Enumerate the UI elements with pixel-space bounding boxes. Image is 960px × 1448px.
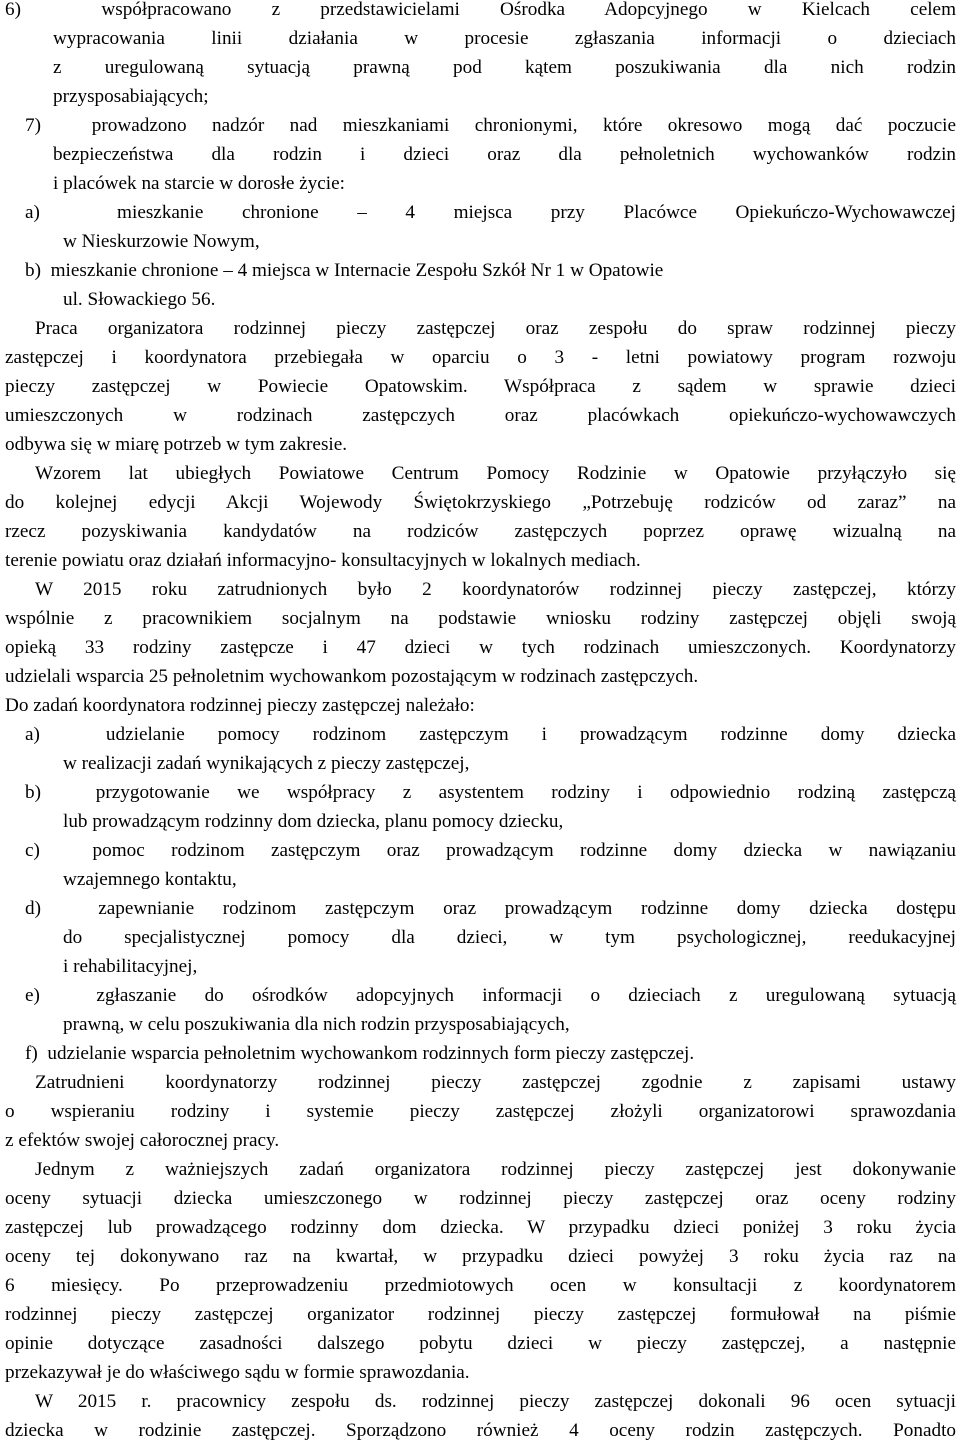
text-line: 7) prowadzono nadzór nad mieszkaniami chronionymi, które okresowo mogą dać poczucie xyxy=(25,115,956,136)
text-line: w Nieskurzowie Nowym, xyxy=(63,231,260,252)
text-line: zastępczej i koordynatora przebiegała w oparciu o 3 - letni powiatowy program rozwoju xyxy=(5,347,956,368)
text-line: umieszczonych w rodzinach zastępczych oraz placówkach opiekuńczo-wychowawczych xyxy=(5,405,956,426)
text-line: ul. Słowackiego 56. xyxy=(63,289,216,310)
text-line: bezpieczeństwa dla rodzin i dzieci oraz dla pełnoletnich wychowanków rodzin xyxy=(53,144,956,165)
text-line: odbywa się w miarę potrzeb w tym zakresie. xyxy=(5,434,348,455)
text-line: zastępczej lub prowadzącego rodzinny dom dziecka. W przypadku dzieci poniżej 3 roku życia xyxy=(5,1217,956,1238)
text-line: pieczy zastępczej w Powiecie Opatowskim. Współpraca z sądem w sprawie dzieci xyxy=(5,376,956,397)
text-line: Wzorem lat ubiegłych Powiatowe Centrum Pomocy Rodzinie w Opatowie przyłączyło się xyxy=(35,463,956,484)
text-line: do specjalistycznej pomocy dla dzieci, w tym psychologicznej, reedukacyjnej xyxy=(63,927,956,948)
text-line: wspólnie z pracownikiem socjalnym na podstawie wniosku rodziny zastępczej objęli swoją xyxy=(5,608,956,629)
text-line: wypracowania linii działania w procesie zgłaszania informacji o dzieciach xyxy=(53,28,956,49)
text-line: terenie powiatu oraz działań informacyjno- konsultacyjnych w lokalnych mediach. xyxy=(5,550,641,571)
text-line: f) udzielanie wsparcia pełnoletnim wychowankom rodzinnych form pieczy zastępczej. xyxy=(25,1043,695,1064)
text-line: Praca organizatora rodzinnej pieczy zastępczej oraz zespołu do spraw rodzinnej pieczy xyxy=(35,318,956,339)
text-line: 6) współpracowano z przedstawicielami Ośrodka Adopcyjnego w Kielcach celem xyxy=(5,0,956,20)
text-line: a) udzielanie pomocy rodzinom zastępczym i prowadzącym rodzinne domy dziecka xyxy=(25,724,956,745)
text-line: b) przygotowanie we współpracy z asystentem rodziny i odpowiednio rodziną zastępczą xyxy=(25,782,956,803)
text-line: wzajemnego kontaktu, xyxy=(63,869,237,890)
text-line: d) zapewnianie rodzinom zastępczym oraz prowadzącym rodzinne domy dziecka dostępu xyxy=(25,898,956,919)
text-line: Jednym z ważniejszych zadań organizatora rodzinnej pieczy zastępczej jest dokonywanie xyxy=(35,1159,956,1180)
text-line: o wspieraniu rodziny i systemie pieczy zastępczej złożyli organizatorowi sprawozdania xyxy=(5,1101,956,1122)
text-line: lub prowadzącym rodzinny dom dziecka, planu pomocy dziecku, xyxy=(63,811,564,832)
text-line: e) zgłaszanie do ośrodków adopcyjnych informacji o dzieciach z uregulowaną sytuacją xyxy=(25,985,956,1006)
text-line: przekazywał je do właściwego sądu w formie sprawozdania. xyxy=(5,1362,470,1383)
text-line: oceny tej dokonywano raz na kwartał, w przypadku dzieci powyżej 3 roku życia raz na xyxy=(5,1246,956,1267)
text-line: b) mieszkanie chronione – 4 miejsca w Internacie Zespołu Szkół Nr 1 w Opatowie xyxy=(25,260,664,281)
text-line: udzielali wsparcia 25 pełnoletnim wychowankom pozostającym w rodzinach zastępczych. xyxy=(5,666,699,687)
text-line: z efektów swojej całorocznej pracy. xyxy=(5,1130,280,1151)
text-line: Do zadań koordynatora rodzinnej pieczy zastępczej należało: xyxy=(5,695,475,716)
text-line: z uregulowaną sytuacją prawną pod kątem poszukiwania dla nich rodzin xyxy=(53,57,956,78)
text-line: oceny sytuacji dziecka umieszczonego w rodzinnej pieczy zastępczej oraz oceny rodziny xyxy=(5,1188,956,1209)
text-line: rzecz pozyskiwania kandydatów na rodziców zastępczych poprzez oprawę wizualną na xyxy=(5,521,956,542)
text-line: rodzinnej pieczy zastępczej organizator rodzinnej pieczy zastępczej formułował na piśmie xyxy=(5,1304,956,1325)
text-line: c) pomoc rodzinom zastępczym oraz prowadzącym rodzinne domy dziecka w nawiązaniu xyxy=(25,840,956,861)
text-line: a) mieszkanie chronione – 4 miejsca przy Placówce Opiekuńczo-Wychowawczej xyxy=(25,202,956,223)
text-line: opieką 33 rodziny zastępcze i 47 dzieci w tych rodzinach umieszczonych. Koordynatorzy xyxy=(5,637,956,658)
text-line: i placówek na starcie w dorosłe życie: xyxy=(53,173,345,194)
text-line: prawną, w celu poszukiwania dla nich rodzin przysposabiających, xyxy=(63,1014,570,1035)
text-line: W 2015 r. pracownicy zespołu ds. rodzinnej pieczy zastępczej dokonali 96 ocen sytuacji xyxy=(35,1391,956,1412)
text-line: w realizacji zadań wynikających z pieczy zastępczej, xyxy=(63,753,470,774)
text-line: do kolejnej edycji Akcji Wojewody Świętokrzyskiego „Potrzebuję rodziców od zaraz” na xyxy=(5,492,956,513)
text-line: przysposabiających; xyxy=(53,86,209,107)
text-line: opinie dotyczące zasadności dalszego pobytu dzieci w pieczy zastępczej, a następnie xyxy=(5,1333,956,1354)
text-line: W 2015 roku zatrudnionych było 2 koordynatorów rodzinnej pieczy zastępczej, którzy xyxy=(35,579,956,600)
text-line: Zatrudnieni koordynatorzy rodzinnej pieczy zastępczej zgodnie z zapisami ustawy xyxy=(35,1072,956,1093)
text-line: dziecka w rodzinie zastępczej. Sporządzono również 4 oceny rodzin zastępczych. Ponadto xyxy=(5,1420,956,1441)
text-line: i rehabilitacyjnej, xyxy=(63,956,198,977)
text-line: 6 miesięcy. Po przeprowadzeniu przedmiotowych ocen w konsultacji z koordynatorem xyxy=(5,1275,956,1296)
